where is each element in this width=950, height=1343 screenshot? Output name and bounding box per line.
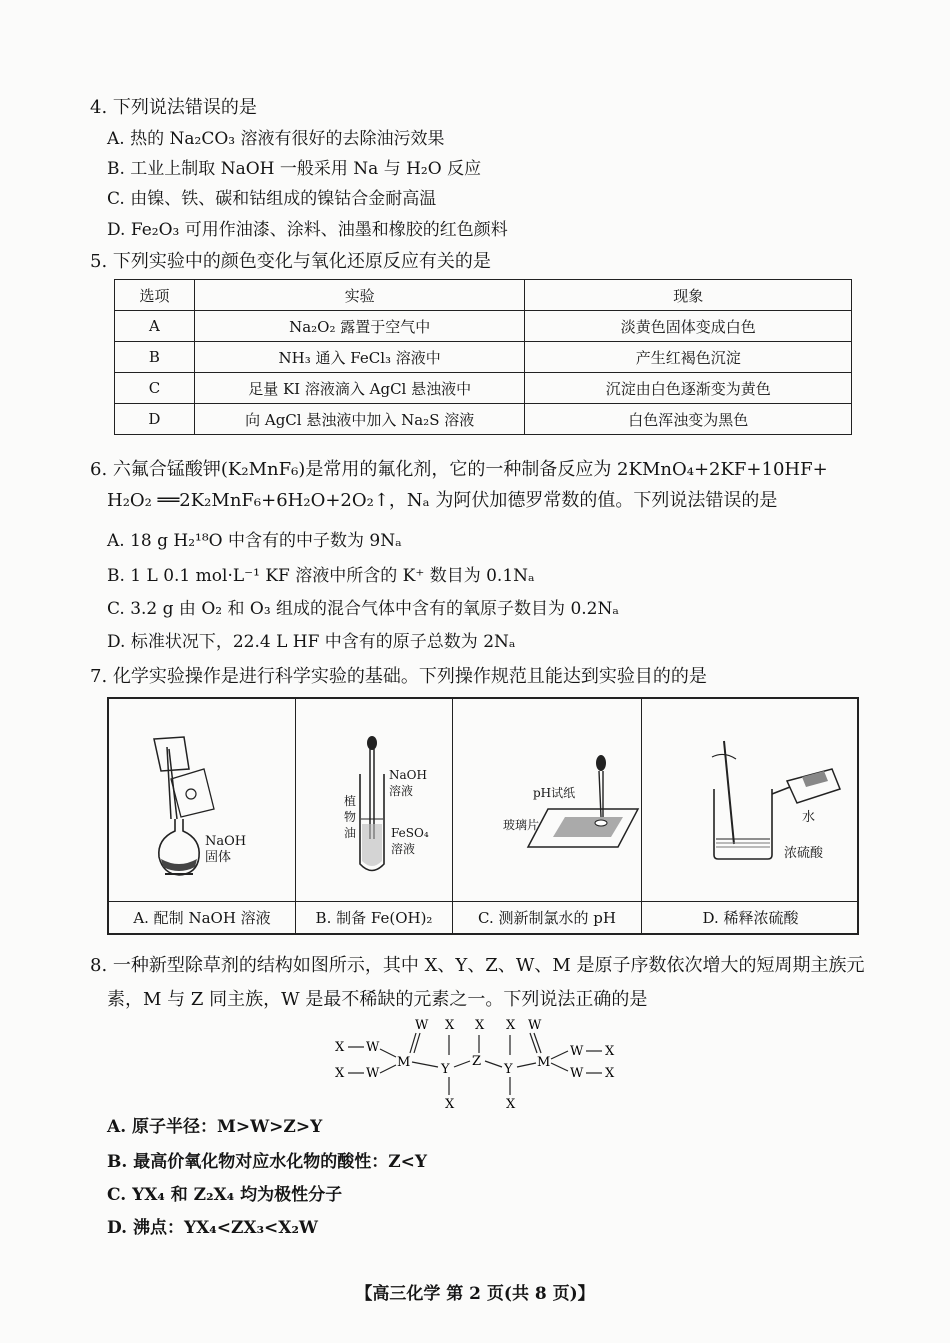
q6-option-b: B. 1 L 0.1 mol·L⁻¹ KF 溶液中所含的 K⁺ 数目为 0.1Nₐ [107,566,535,586]
atom-y: Y [504,1062,513,1077]
q4-option-a: A. 热的 Na₂CO₃ 溶液有很好的去除油污效果 [107,129,445,149]
q7-caption-b: B. 制备 Fe(OH)₂ [296,901,452,935]
table-cell: B [115,342,195,373]
table-cell: 白色浑浊变为黑色 [525,404,852,435]
q7-b-label-oil1: 植 [344,794,357,808]
table-row [115,342,852,373]
table-cell: 足量 KI 溶液滴入 AgCl 悬浊液中 [194,373,525,404]
atom-x: X [475,1018,485,1033]
table-cell: NH₃ 通入 FeCl₃ 溶液中 [194,342,525,373]
atom-m: M [397,1055,411,1070]
q7-caption-a: A. 配制 NaOH 溶液 [109,901,295,935]
atom-w: W [570,1066,584,1081]
table-cell: 向 AgCl 悬浊液中加入 Na₂S 溶液 [194,404,525,435]
q7-c-label-glass: 玻璃片 [503,818,540,832]
q7-panel-c [453,699,642,935]
atom-w: W [528,1018,542,1033]
atom-m: M [537,1055,551,1070]
q5-stem: 5. 下列实验中的颜色变化与氧化还原反应有关的是 [90,251,491,272]
q8-stem-line2: 素，M 与 Z 同主族，W 是最不稀缺的元素之一。下列说法正确的是 [107,989,648,1010]
atom-w: W [415,1018,429,1033]
q7-panel-b [296,699,453,935]
q8-structure-diagram [330,1015,630,1110]
q7-panel-d [642,699,859,935]
atom-w: W [570,1044,584,1059]
q7-d-label-acid: 浓硫酸 [784,846,824,861]
q7-b-label-oil2: 物 [344,810,357,824]
q7-b-label-solution: 溶液 [389,784,414,798]
atom-y: Y [441,1062,450,1077]
table-cell: 产生红褐色沉淀 [525,342,852,373]
q7-stem: 7. 化学实验操作是进行科学实验的基础。下列操作规范且能达到实验目的的是 [90,666,707,687]
q4-option-b: B. 工业上制取 NaOH 一般采用 Na 与 H₂O 反应 [107,159,482,179]
atom-x: X [335,1040,345,1055]
table-cell: A [115,311,195,342]
q4-option-d: D. Fe₂O₃ 可用作油漆、涂料、油墨和橡胶的红色颜料 [107,220,508,240]
table-cell: C [115,373,195,404]
table-header: 选项 [115,280,195,311]
q7-caption-c: C. 测新制氯水的 pH [453,901,641,935]
table-row [115,373,852,404]
q8-option-a: A. 原子半径：M>W>Z>Y [107,1117,323,1137]
table-header: 实验 [194,280,525,311]
volumetric-flask-icon [109,699,296,902]
page-footer: 【高三化学 第 2 页(共 8 页)】 [355,1284,595,1304]
atom-z: Z [472,1054,482,1069]
q6-option-c: C. 3.2 g 由 O₂ 和 O₃ 组成的混合气体中含有的氧原子数目为 0.2Nₐ [107,599,619,619]
table-cell: Na₂O₂ 露置于空气中 [194,311,525,342]
q7-apparatus-figure [107,697,859,935]
table-header: 现象 [525,280,852,311]
atom-x: X [445,1018,455,1033]
table-cell: 淡黄色固体变成白色 [525,311,852,342]
q4-stem: 4. 下列说法错误的是 [90,97,257,118]
q8-option-c: C. YX₄ 和 Z₂X₄ 均为极性分子 [107,1185,343,1205]
q7-d-label-water: 水 [802,810,816,825]
q6-stem-line1: 6. 六氟合锰酸钾(K₂MnF₆)是常用的氟化剂，它的一种制备反应为 2KMnO₄+2KF+10HF+ [90,459,828,480]
beaker-dilution-icon [642,699,859,902]
q4-option-c: C. 由镍、铁、碳和钴组成的镍钴合金耐高温 [107,189,437,209]
atom-x: X [605,1044,615,1059]
table-row [115,404,852,435]
table-header-row [115,280,852,311]
q5-table [114,279,852,435]
atom-x: X [335,1066,345,1081]
atom-x: X [506,1018,516,1033]
q7-c-label-ph-paper: pH试纸 [533,786,576,800]
q6-option-d: D. 标准状况下，22.4 L HF 中含有的原子总数为 2Nₐ [107,632,516,652]
q6-option-a: A. 18 g H₂¹⁸O 中含有的中子数为 9Nₐ [107,531,402,551]
q8-option-b: B. 最高价氧化物对应水化物的酸性：Z<Y [107,1152,427,1172]
q6-stem-line2: H₂O₂ ══2K₂MnF₆+6H₂O+2O₂↑，Nₐ 为阿伏加德罗常数的值。下列说法错误的是 [107,490,778,511]
q7-a-label-naoh: NaOH [205,834,247,849]
atom-w: W [366,1066,380,1081]
atom-x: X [445,1097,455,1110]
atom-w: W [366,1040,380,1055]
q7-b-label-oil3: 油 [344,826,357,840]
table-row [115,311,852,342]
q8-option-d: D. 沸点：YX₄<ZX₃<X₂W [107,1218,319,1238]
atom-x: X [605,1066,615,1081]
q7-a-label-solid: 固体 [205,850,232,865]
q7-b-label-naoh: NaOH [389,768,427,782]
q8-stem-line1: 8. 一种新型除草剂的结构如图所示，其中 X、Y、Z、W、M 是原子序数依次增大的短周期主族元 [90,955,865,976]
table-cell: 沉淀由白色逐渐变为黄色 [525,373,852,404]
q7-caption-d: D. 稀释浓硫酸 [642,901,859,935]
q7-b-label-feso4: FeSO₄ [391,826,429,840]
atom-x: X [506,1097,516,1110]
test-tube-dropper-icon [296,699,453,902]
table-cell: D [115,404,195,435]
q7-panel-a [109,699,296,935]
q7-b-label-feso4-solution: 溶液 [391,842,416,856]
